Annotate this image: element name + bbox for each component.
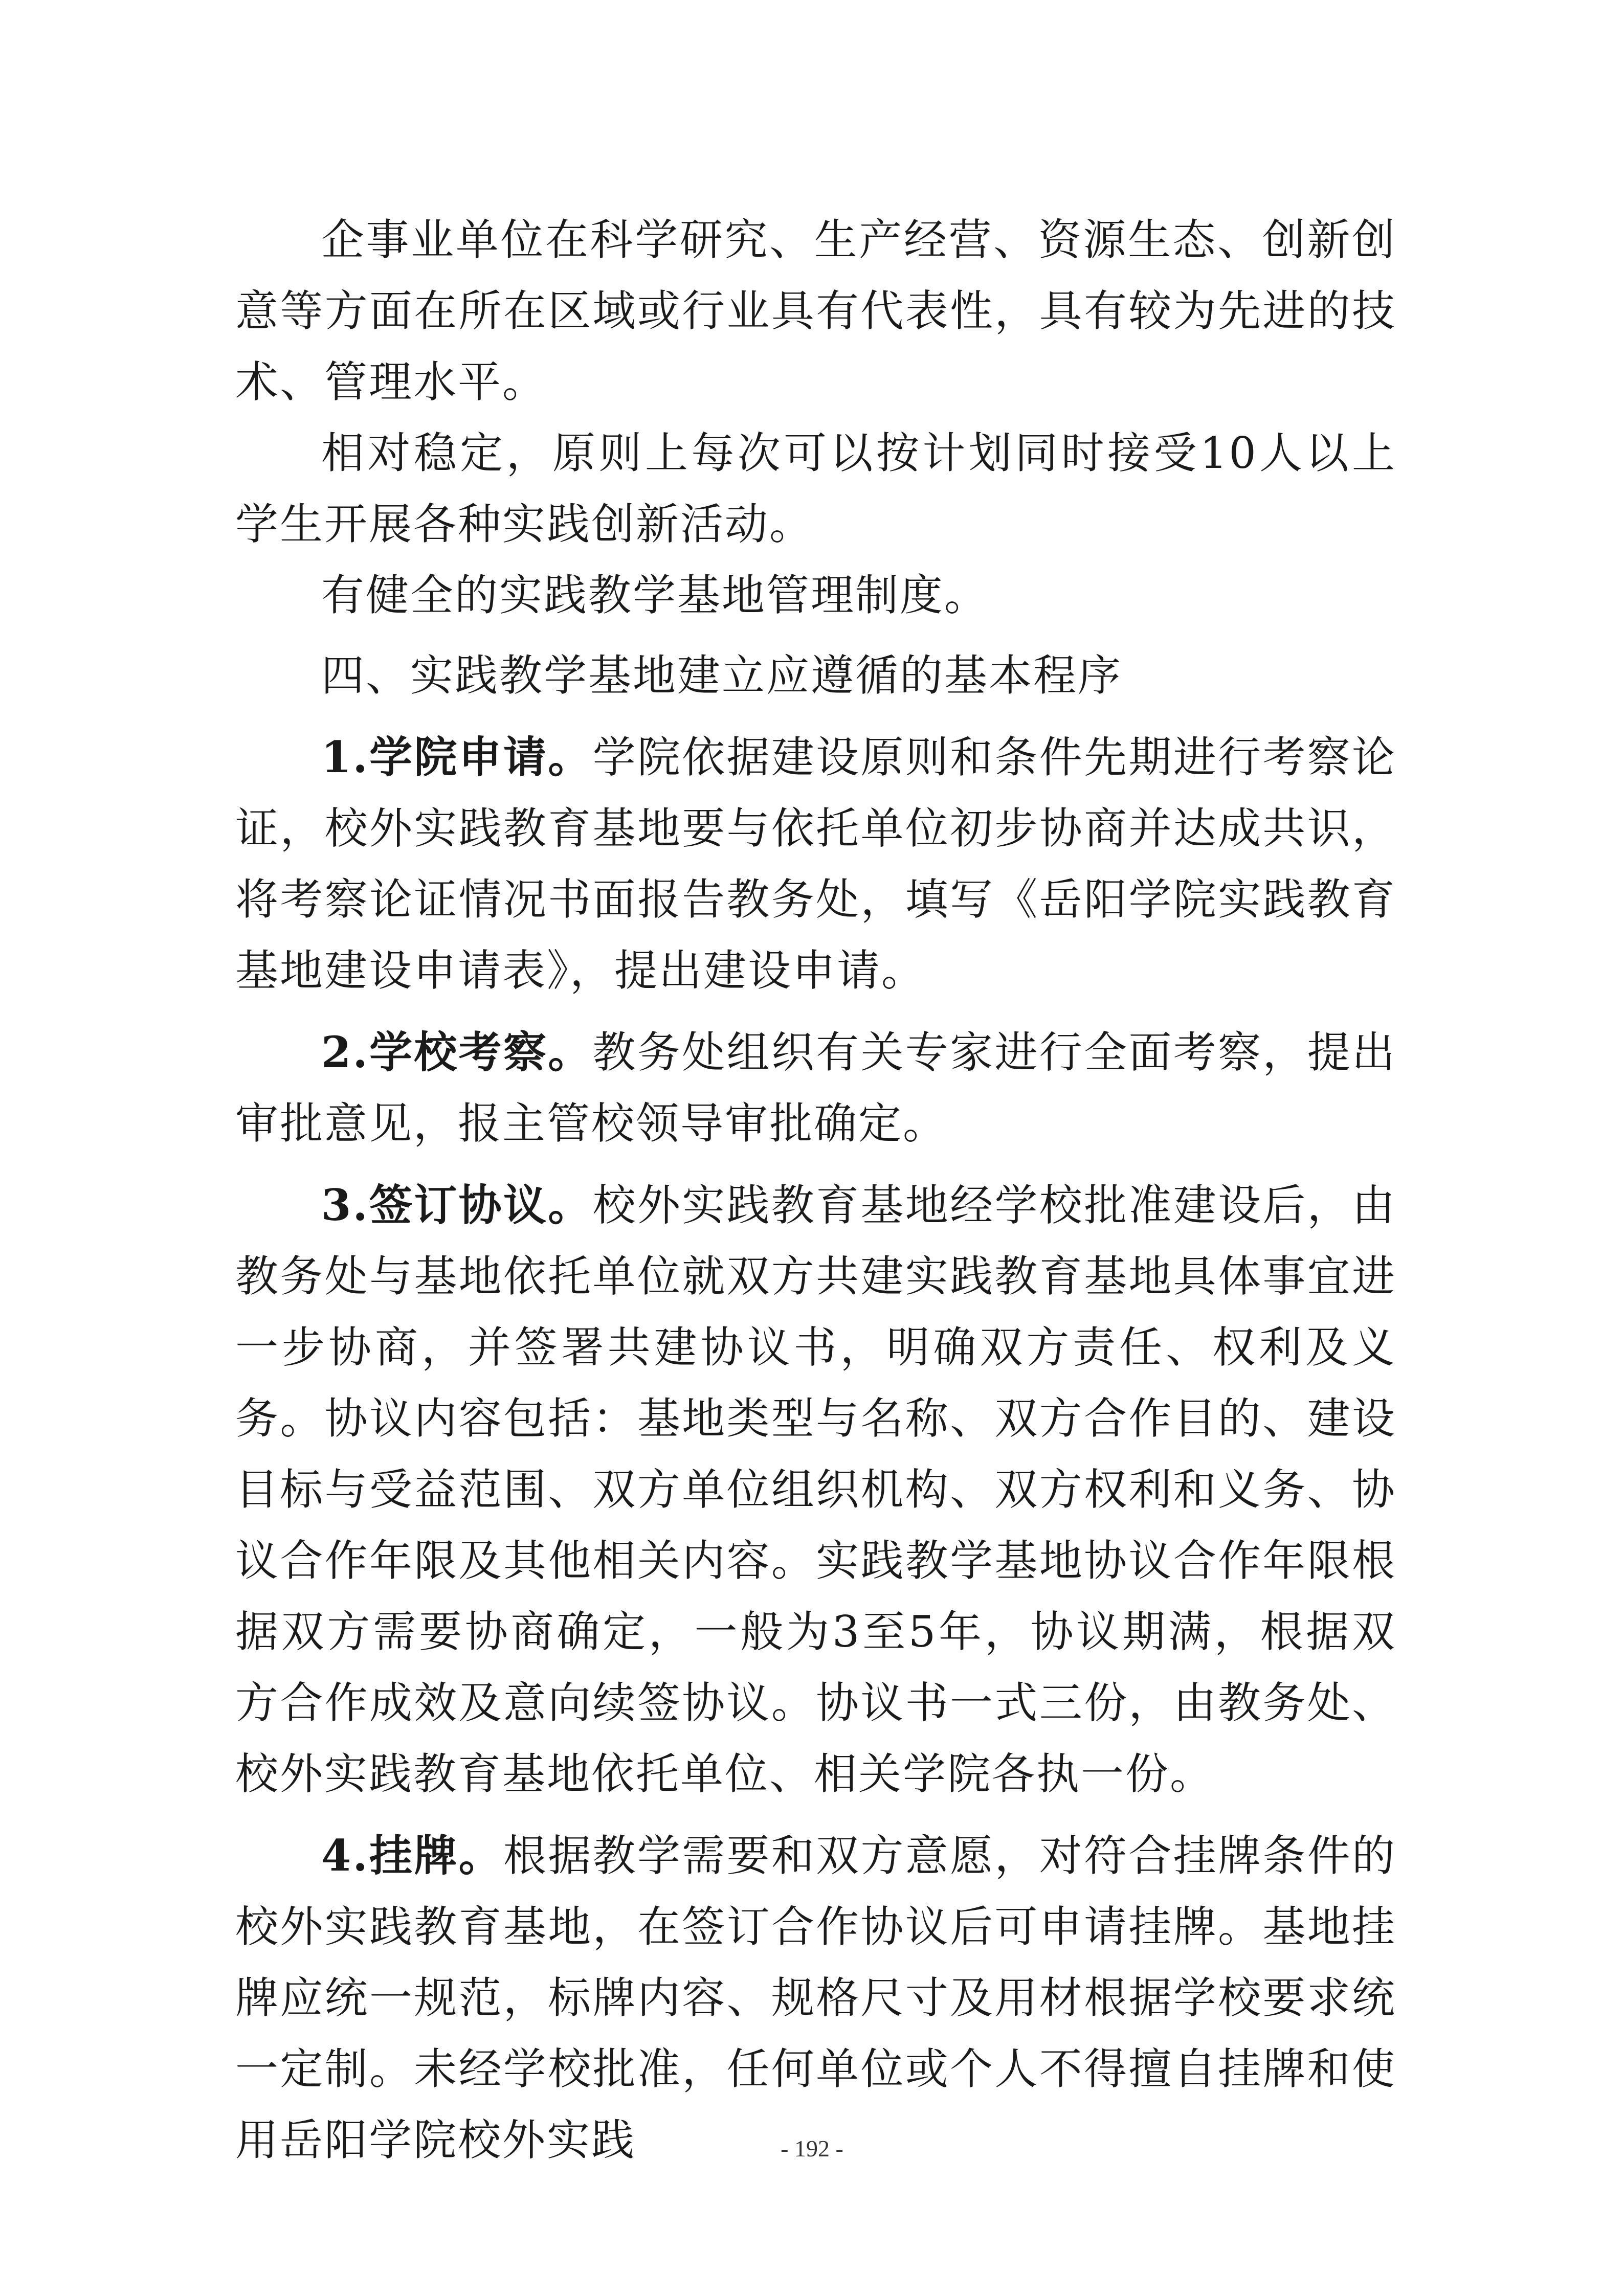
step-sign-agreement [235, 1169, 1396, 1810]
step-college-application [235, 722, 1396, 1006]
paragraph-management-criteria: 有健全的实践教学基地管理制度。 [321, 570, 989, 620]
step-text: 根据教学需要和双方意愿，对符合挂牌条件的校外实践教育基地，在签订合作协议后可申请挂牌。基地挂牌应统一规范，标牌内容、规格尺寸及用材根据学校要求统一定制。未经学校批准，任何单位或个人不得擅自挂牌和使用岳阳学院校外实践 [235, 1831, 1396, 2165]
step-text: 教务处组织有关专家进行全面考察，提出审批意见，报主管校领导审批确定。 [235, 1027, 1396, 1149]
step-plaque [235, 1820, 1396, 2176]
step-heading: 3.签订协议。 [321, 1180, 593, 1230]
step-heading: 4.挂牌。 [321, 1830, 503, 1881]
step-school-inspection [235, 1017, 1396, 1159]
step-heading: 1.学院申请。 [321, 732, 593, 782]
paragraph-stability-criteria: 相对稳定，原则上每次可以按计划同时接受10人以上学生开展各种实践创新活动。 [235, 428, 1396, 549]
step-text: 校外实践教育基地经学校批准建设后，由教务处与基地依托单位就双方共建实践教育基地具体事宜进一步协商，并签署共建协议书，明确双方责任、权利及义务。协议内容包括：基地类型与名称、双方合作目的、建设目标与受益范围、双方单位组织机构、双方权利和义务、协议合作年限及其他相关内容。实践教学基地协议合作年限根据双方需要协商确定，一般为3至5年，协议期满，根据双方合作成效及意向续签协议。协议书一式三份，由教务处、校外实践教育基地依托单位、相关学院各执一份。 [235, 1180, 1396, 1799]
document-body [235, 205, 1396, 2176]
section-heading: 四、实践教学基地建立应遵循的基本程序 [321, 650, 1123, 701]
page-number: - 192 - [781, 2135, 843, 2162]
step-heading: 2.学校考察。 [321, 1027, 593, 1077]
step-text: 学院依据建设原则和条件先期进行考察论证，校外实践教育基地要与依托单位初步协商并达成共识，将考察论证情况书面报告教务处，填写《岳阳学院实践教育基地建设申请表》，提出建设申请。 [235, 732, 1396, 996]
paragraph-enterprise-criteria: 企事业单位在科学研究、生产经营、资源生态、创新创意等方面在所在区域或行业具有代表性，具有较为先进的技术、管理水平。 [235, 215, 1396, 407]
